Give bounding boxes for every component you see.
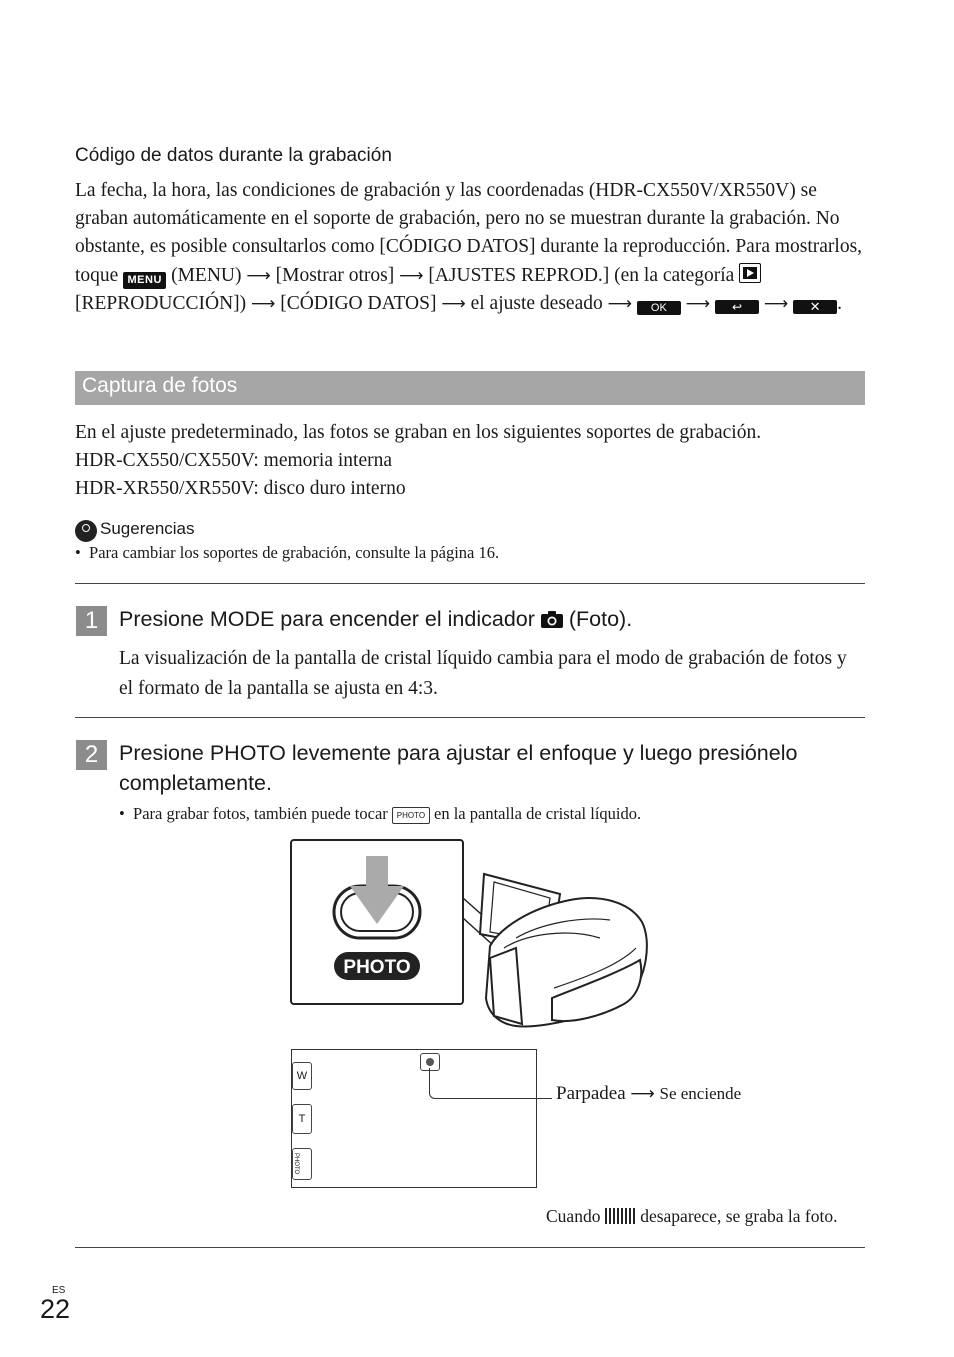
close-icon: ✕	[793, 300, 837, 314]
divider	[75, 717, 865, 718]
arrow-icon: ⟶	[251, 293, 276, 314]
step-2-bullet: • Para grabar fotos, también puede tocar PHOTO en la pantalla de cristal líquido.	[119, 804, 642, 823]
step-1-body: La visualización de la pantalla de cristal líquido cambia para el modo de grabación de fotos y el formato de la pantalla se ajusta en 4:3.	[119, 648, 847, 699]
zoom-t-button: T	[292, 1104, 312, 1134]
return-icon: ↩	[715, 300, 759, 314]
page-number: 22	[40, 1294, 71, 1324]
playback-category-icon	[739, 263, 761, 283]
divider	[75, 1247, 865, 1248]
camcorder-body	[480, 874, 647, 1027]
language-code: ES	[52, 1285, 66, 1296]
camcorder-illustration	[290, 838, 660, 1038]
arrow-icon: ⟶	[763, 293, 789, 314]
figure-caption: Cuando desaparece, se graba la foto.	[546, 1206, 838, 1226]
recording-bars-icon	[605, 1208, 636, 1224]
arrow-icon: ⟶	[441, 293, 466, 314]
arrow-icon: ⟶	[607, 293, 632, 314]
arrow-icon: ⟶	[399, 265, 424, 286]
tips-label: Sugerencias	[100, 519, 195, 538]
subsection-heading: Código de datos durante la grabación	[75, 145, 392, 166]
photo-button-icon: PHOTO	[392, 807, 430, 824]
divider	[75, 583, 865, 584]
section-title-bar	[75, 371, 865, 405]
camera-icon	[541, 611, 563, 628]
ok-icon: OK	[637, 301, 681, 315]
tips-bullet: • Para cambiar los soportes de grabación, consulte la página 16.	[75, 543, 500, 562]
arrow-icon: ⟶	[630, 1084, 655, 1104]
datacode-paragraph: La fecha, la hora, las condiciones de grabación y las coordenadas (HDR-CX550V/XR550V) se graban automáticamente en el soporte de grabación, pero no se muestran durante la grabación. No obstante, es posible consultarlos como [CÓDIGO DATOS] durante la reproducción. Para mostrarlos, toque MENU (MENU) ⟶ [Mostrar otros] ⟶ [AJUSTES REPROD.] (en la categoría [REPRODUCCIÓN]) ⟶ [CÓDIGO DATOS] ⟶ el ajuste deseado ⟶ OK ⟶ ↩ ⟶ ✕ .	[75, 180, 863, 314]
step-number-2: 2	[76, 740, 107, 770]
step-2-title: Presione PHOTO levemente para ajustar el enfoque y luego presiónelo completamente.	[119, 741, 798, 795]
photo-touch-button: PHOTO	[292, 1148, 312, 1180]
callout-text: Parpadea ⟶ Se enciende	[556, 1083, 742, 1104]
step-1-title: Presione MODE para encender el indicador (Foto).	[119, 607, 633, 631]
step-number-1: 1	[76, 606, 107, 636]
photo-button-label: PHOTO	[343, 957, 411, 978]
section-title: Captura de fotos	[82, 374, 238, 397]
intro-paragraph: En el ajuste predeterminado, las fotos se graban en los siguientes soportes de grabación. HDR-CX550/CX550V: memoria interna HDR-XR550/XR550V: disco duro interno	[75, 422, 762, 499]
callout-line	[429, 1068, 552, 1099]
menu-icon: MENU	[123, 272, 166, 289]
arrow-icon: ⟶	[246, 265, 271, 286]
lightbulb-icon	[75, 520, 97, 542]
arrow-icon: ⟶	[685, 293, 711, 314]
zoom-w-button: W	[292, 1062, 312, 1090]
